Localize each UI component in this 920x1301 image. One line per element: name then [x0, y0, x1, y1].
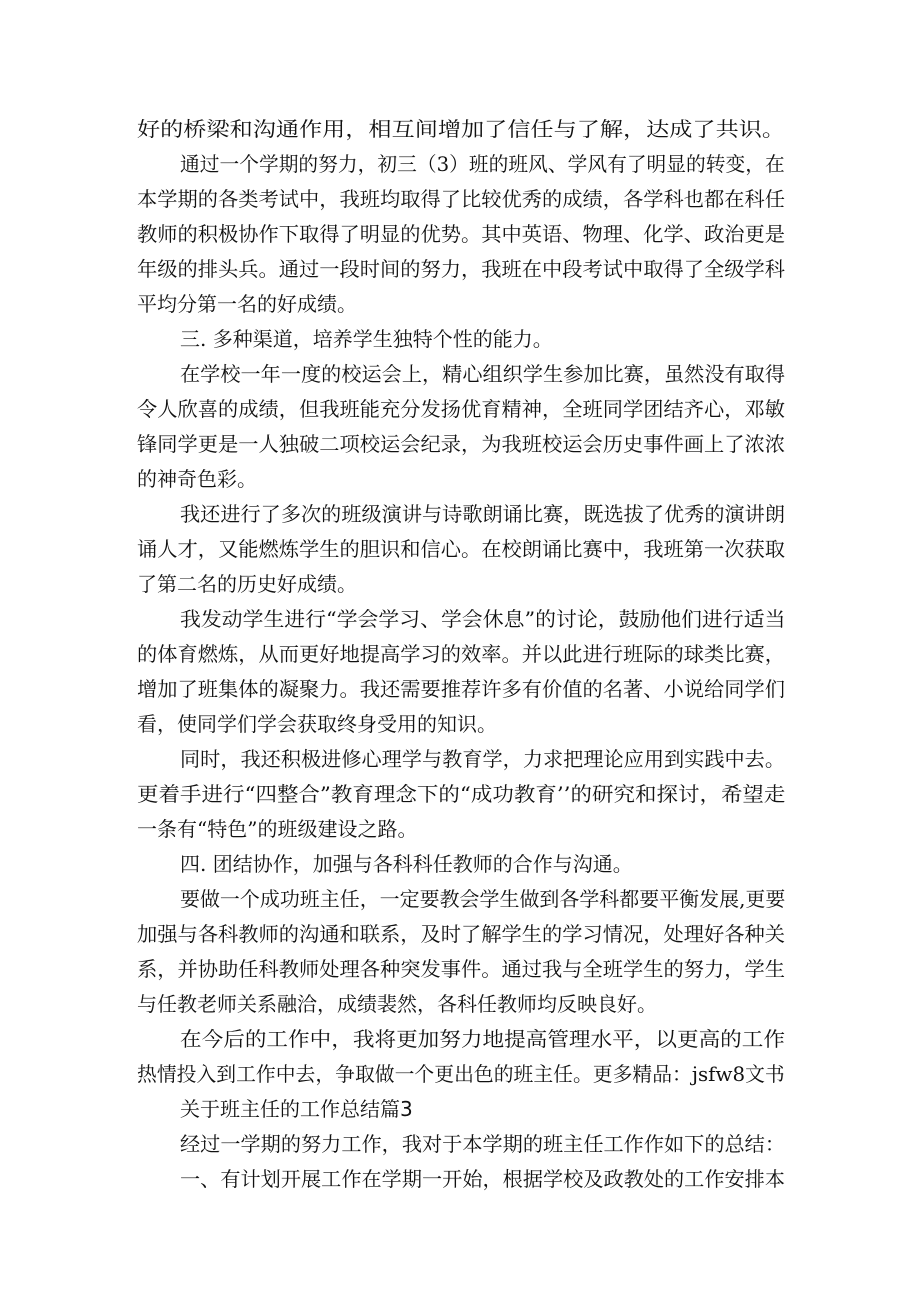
text-line-28: 热情投入到工作中去，争取做一个更出色的班主任。更多精品：jsfw8文书 [137, 1062, 785, 1086]
text-line-31: 一、有计划开展工作在学期一开始，根据学校及政教处的工作安排本 [180, 1167, 785, 1191]
text-line-20: 更着手进行“四整合”教育理念下的“成功教育’’的研究和探讨，希望走 [137, 782, 786, 806]
text-line-9: 令人欣喜的成绩，但我班能充分发扬优育精神，全班同学团结齐心，邓敏 [137, 397, 785, 421]
text-line-21: 一条有“特色”的班级建设之路。 [137, 817, 418, 841]
text-line-19: 同时，我还积极进修心理学与教育学，力求把理论应用到实践中去。 [180, 747, 785, 771]
section-heading-4: 四. 团结协作，加强与各科科任教师的合作与沟通。 [180, 852, 633, 876]
text-line-16: 的体育燃炼，从而更好地提高学习的效率。并以此进行班际的球类比赛， [137, 642, 785, 666]
text-line-27: 在今后的工作中，我将更加努力地提高管理水平，以更高的工作 [180, 1027, 785, 1051]
text-line-6: 平均分第一名的好成绩。 [137, 292, 357, 316]
text-line-3: 本学期的各类考试中，我班均取得了比较优秀的成绩，各学科也都在科任 [137, 187, 785, 211]
text-line-10: 锋同学更是一人独破二项校运会纪录，为我班校运会历史事件画上了浓浓 [137, 432, 785, 456]
text-line-1: 好的桥梁和沟通作用，相互间增加了信任与了解，达成了共识。 [137, 117, 785, 141]
text-line-11: 的神奇色彩。 [137, 467, 257, 491]
text-line-5: 年级的排头兵。通过一段时间的努力，我班在中段考试中取得了全级学科 [137, 257, 785, 281]
text-line-30: 经过一学期的努力工作，我对于本学期的班主任工作作如下的总结： [180, 1132, 785, 1156]
section-heading-3: 三. 多种渠道，培养学生独特个性的能力。 [180, 327, 553, 351]
text-line-14: 了第二名的历史好成绩。 [137, 572, 357, 596]
text-line-8: 在学校一年一度的校运会上，精心组织学生参加比赛，虽然没有取得 [180, 362, 785, 386]
text-line-25: 系，并协助任科教师处理各种突发事件。通过我与全班学生的努力，学生 [137, 957, 785, 981]
text-line-23: 要做一个成功班主任，一定要教会学生做到各学科都要平衡发展,更要 [180, 887, 786, 911]
text-line-26: 与任教老师关系融洽，成绩裴然，各科任教师均反映良好。 [137, 992, 657, 1016]
text-line-13: 诵人才，又能燃炼学生的胆识和信心。在校朗诵比赛中，我班第一次获取 [137, 537, 785, 561]
text-line-18: 看，使同学们学会获取终身受用的知识。 [137, 712, 497, 736]
text-line-2: 通过一个学期的努力，初三（3）班的班风、学风有了明显的转变，在 [180, 152, 785, 176]
text-line-12: 我还进行了多次的班级演讲与诗歌朗诵比赛，既选拔了优秀的演讲朗 [180, 502, 785, 526]
text-line-24: 加强与各科教师的沟通和联系，及时了解学生的学习情况，处理好各种关 [137, 922, 785, 946]
article-title: 关于班主任的工作总结篇3 [180, 1097, 413, 1121]
text-line-4: 教师的积极协作下取得了明显的优势。其中英语、物理、化学、政治更是 [137, 222, 785, 246]
text-line-15: 我发动学生进行“学会学习、学会休息”的讨论，鼓励他们进行适当 [180, 607, 786, 631]
text-line-17: 增加了班集体的凝聚力。我还需要推荐许多有价值的名著、小说给同学们 [137, 677, 785, 701]
